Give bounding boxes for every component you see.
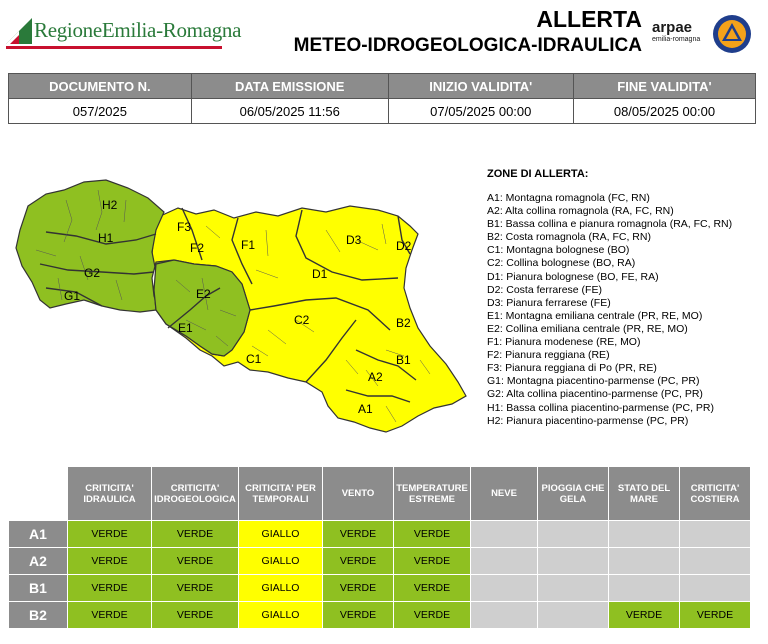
criticality-cell: VERDE: [680, 602, 751, 629]
zone-item-f1: F1: Pianura modenese (RE, MO): [487, 336, 641, 349]
map-label-f1: F1: [241, 238, 256, 252]
map-label-c1: C1: [246, 352, 262, 366]
map-label-a2: A2: [368, 370, 383, 384]
zone-code: A2: [9, 548, 68, 575]
map-label-h1: H1: [98, 231, 114, 245]
col-criticita-idrogeologica: CRITICITA' IDROGEOLOGICA: [152, 467, 239, 521]
document-info-table: [8, 73, 756, 124]
criticality-cell: GIALLO: [239, 575, 323, 602]
zone-code: A1: [9, 521, 68, 548]
regione-logo-text: RegioneEmilia-Romagna: [34, 18, 242, 42]
criticality-cell: [609, 548, 680, 575]
criticality-cell: VERDE: [394, 602, 471, 629]
map-label-d1: D1: [312, 267, 328, 281]
criticality-cell: VERDE: [323, 521, 394, 548]
header-data-emissione: DATA EMISSIONE: [191, 74, 388, 99]
logo-underline: [6, 46, 222, 49]
protezione-civile-logo-icon: [712, 14, 752, 54]
criticality-cell: [538, 548, 609, 575]
map-label-b1: B1: [396, 353, 411, 367]
criticality-cell: VERDE: [152, 602, 239, 629]
map-label-a1: A1: [358, 402, 373, 416]
col-temperature-estreme: TEMPERATURE ESTREME: [394, 467, 471, 521]
header-fine-validita: FINE VALIDITA': [573, 74, 755, 99]
criticality-cell: [471, 602, 538, 629]
page-title: ALLERTA: [536, 6, 642, 32]
criticality-cell: [680, 548, 751, 575]
criticality-cell: VERDE: [323, 575, 394, 602]
zone-code: B2: [9, 602, 68, 629]
criticality-cell: VERDE: [609, 602, 680, 629]
header-blank-cell: [9, 467, 68, 521]
criticality-row-b2: [9, 602, 751, 629]
criticality-row-a2: [9, 548, 751, 575]
data-emissione-value: 06/05/2025 11:56: [191, 99, 388, 124]
criticality-cell: GIALLO: [239, 602, 323, 629]
document-header-row: [9, 74, 756, 99]
zone-item-d3: D3: Pianura ferrarese (FE): [487, 296, 611, 309]
zone-item-c2: C2: Collina bolognese (BO, RA): [487, 257, 636, 270]
page-subtitle: METEO-IDROGEOLOGICA-IDRAULICA: [293, 35, 642, 56]
map-label-f3: F3: [177, 220, 192, 234]
zone-item-c1: C1: Montagna bolognese (BO): [487, 244, 630, 257]
criticality-cell: GIALLO: [239, 548, 323, 575]
criticality-cell: [471, 575, 538, 602]
criticality-cell: VERDE: [394, 548, 471, 575]
map-label-e1: E1: [178, 321, 193, 335]
zone-item-a1: A1: Montagna romagnola (FC, RN): [487, 192, 650, 204]
criticality-cell: [538, 575, 609, 602]
zone-item-b2: B2: Costa romagnola (RA, FC, RN): [487, 231, 651, 244]
map-label-h2: H2: [102, 198, 118, 212]
criticality-cell: [538, 602, 609, 629]
zone-code: B1: [9, 575, 68, 602]
criticality-cell: [680, 575, 751, 602]
map-label-f2: F2: [190, 241, 205, 255]
zone-item-h2: H2: Pianura piacentino-parmense (PC, PR): [487, 414, 689, 427]
map-label-d3: D3: [346, 233, 362, 247]
page-header: [0, 0, 768, 66]
inizio-validita-value: 07/05/2025 00:00: [388, 99, 573, 124]
alert-zones-map: [6, 160, 480, 442]
regione-emilia-romagna-logo: [6, 14, 242, 54]
map-label-g2: G2: [84, 266, 101, 280]
zone-legend: [487, 168, 762, 428]
map-label-e2: E2: [196, 287, 211, 301]
criticality-cell: [609, 575, 680, 602]
criticality-cell: VERDE: [152, 548, 239, 575]
col-pioggia-che-gela: PIOGGIA CHE GELA: [538, 467, 609, 521]
zone-item-g1: G1: Montagna piacentino-parmense (PC, PR): [487, 375, 700, 388]
criticality-cell: VERDE: [394, 521, 471, 548]
zone-item-d1: D1: Pianura bolognese (BO, FE, RA): [487, 270, 659, 283]
zone-item-f3: F3: Pianura reggiana di Po (PR, RE): [487, 362, 657, 375]
criticality-cell: VERDE: [152, 575, 239, 602]
map-label-b2: B2: [396, 316, 411, 330]
regione-flag-icon: [6, 18, 32, 44]
zone-item-e1: E1: Montagna emiliana centrale (PR, RE, MO): [487, 309, 703, 322]
criticality-cell: VERDE: [68, 521, 152, 548]
criticality-cell: GIALLO: [239, 521, 323, 548]
map-label-c2: C2: [294, 313, 310, 327]
criticality-row-b1: [9, 575, 751, 602]
criticality-row-a1: [9, 521, 751, 548]
zone-item-a2: A2: Alta collina romagnola (RA, FC, RN): [487, 205, 674, 218]
col-vento: VENTO: [323, 467, 394, 521]
zone-item-b1: B1: Bassa collina e pianura romagnola (RA, FC, RN): [487, 218, 733, 231]
map-label-g1: G1: [64, 289, 81, 303]
criticality-cell: [538, 521, 609, 548]
arpae-logo: [652, 20, 708, 50]
criticality-cell: [471, 548, 538, 575]
document-value-row: [9, 99, 756, 124]
fine-validita-value: 08/05/2025 00:00: [573, 99, 755, 124]
header-documento: DOCUMENTO N.: [9, 74, 192, 99]
criticality-cell: VERDE: [152, 521, 239, 548]
arpae-logo-text: arpae: [652, 19, 693, 36]
col-criticita-temporali: CRITICITA' PER TEMPORALI: [239, 467, 323, 521]
zone-legend-list: [487, 192, 762, 428]
criticality-cell: [471, 521, 538, 548]
criticality-table: [8, 466, 751, 629]
criticality-cell: VERDE: [68, 602, 152, 629]
zone-item-g2: G2: Alta collina piacentino-parmense (PC, PR): [487, 388, 703, 401]
criticality-cell: VERDE: [394, 575, 471, 602]
zone-item-e2: E2: Collina emiliana centrale (PR, RE, MO): [487, 322, 688, 335]
col-criticita-idraulica: CRITICITA' IDRAULICA: [68, 467, 152, 521]
criticality-cell: VERDE: [323, 548, 394, 575]
criticality-cell: VERDE: [68, 575, 152, 602]
map-label-d2: D2: [396, 239, 412, 253]
col-stato-del-mare: STATO DEL MARE: [609, 467, 680, 521]
header-inizio-validita: INIZIO VALIDITA': [388, 74, 573, 99]
zone-item-f2: F2: Pianura reggiana (RE): [487, 349, 610, 362]
zone-item-d2: D2: Costa ferrarese (FE): [487, 283, 602, 296]
arpae-logo-subtext: emilia-romagna: [652, 36, 701, 43]
col-criticita-costiera: CRITICITA' COSTIERA: [680, 467, 751, 521]
zone-legend-title: ZONE DI ALLERTA:: [487, 168, 589, 180]
criticality-cell: [609, 521, 680, 548]
criticality-cell: VERDE: [68, 548, 152, 575]
documento-number: 057/2025: [9, 99, 192, 124]
col-neve: NEVE: [471, 467, 538, 521]
criticality-cell: VERDE: [323, 602, 394, 629]
criticality-cell: [680, 521, 751, 548]
criticality-header-row: [9, 467, 751, 521]
criticality-table-body: [9, 521, 751, 629]
zone-item-h1: H1: Bassa collina piacentino-parmense (PC, PR): [487, 401, 715, 414]
